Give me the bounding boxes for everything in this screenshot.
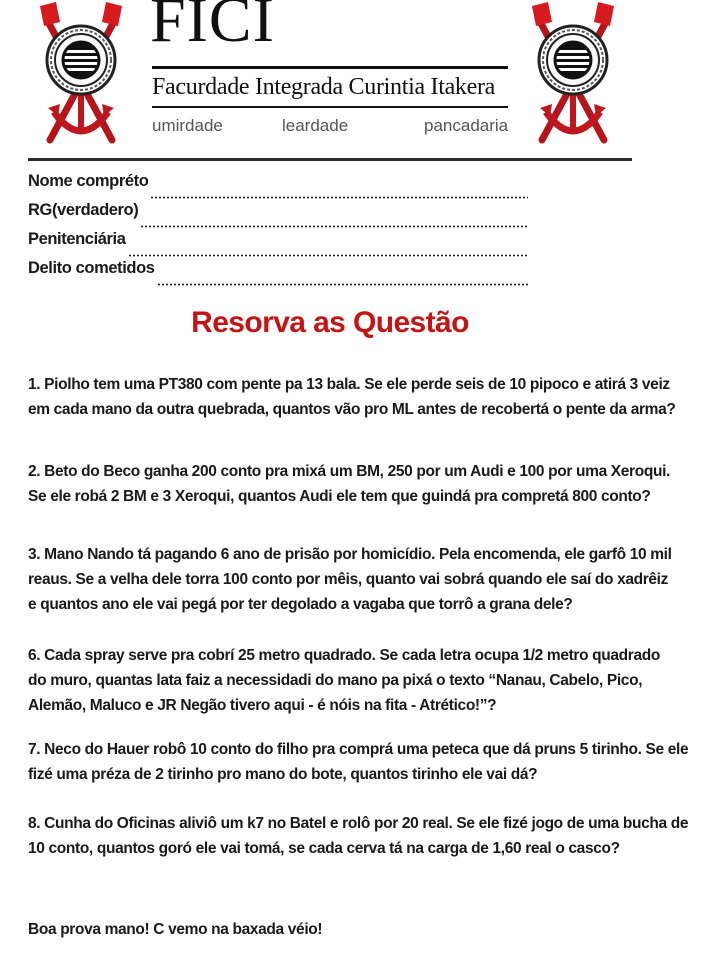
- form-field-blank[interactable]: [140, 225, 528, 228]
- motto-word: leardade: [282, 116, 349, 135]
- question-3: [28, 542, 678, 617]
- form-field-label: RG(verdadero): [28, 201, 139, 219]
- form-field-penitentiary[interactable]: [28, 230, 528, 259]
- question-2: [28, 459, 678, 509]
- question-7: [28, 737, 689, 787]
- form-field-offense[interactable]: [28, 259, 528, 288]
- institution-name: Facurdade Integrada Curintia Itakera: [152, 74, 496, 100]
- question-line: reaus. Se a velha dele torra 100 conto por mêis, quanto vai sobrá quando ele saí do xadrêiz: [28, 571, 669, 588]
- motto-word: pancadaria: [424, 116, 509, 135]
- header-divider: [28, 158, 632, 161]
- form-field-rg[interactable]: [28, 201, 528, 230]
- question-line: 1. Piolho tem uma PT380 com pente pa 13 bala. Se ele perde seis de 10 pipoco e atirá 3 veiz: [28, 376, 670, 393]
- closing-message: Boa prova mano! C vemo na baxada véio!: [28, 921, 323, 938]
- question-line: do muro, quantas lata faiz a necessidadi do mano pa pixá o texto “Nanau, Cabelo, Pico,: [28, 672, 643, 689]
- form-field-label: Nome compréto: [28, 172, 149, 190]
- header-rule-bottom: [152, 106, 508, 108]
- question-1: [28, 372, 678, 422]
- form-field-name[interactable]: [28, 172, 528, 201]
- question-line: Alemão, Maluco e JR Negão tivero aqui - é nóis na fita - Atrético!”?: [28, 697, 497, 714]
- motto-word: umirdade: [152, 116, 223, 135]
- question-line: Se ele robá 2 BM e 3 Xeroqui, quantos Audi ele tem que guindá pra compretá 800 conto?: [28, 488, 651, 505]
- question-line: 2. Beto do Beco ganha 200 conto pra mixá um BM, 250 por um Audi e 100 por uma Xeroqui.: [28, 463, 671, 480]
- form-field-label: Penitenciária: [28, 230, 126, 248]
- question-line: 7. Neco do Hauer robô 10 conto do filho pra comprá uma peteca que dá pruns 5 tirinho. Se ele: [28, 741, 689, 758]
- club-crest-icon: [36, 0, 126, 150]
- header-rule-top: [152, 66, 508, 69]
- institution-acronym: FICI: [150, 0, 275, 55]
- question-6: [28, 643, 678, 718]
- exam-title: Resorva as Questão: [191, 306, 469, 339]
- question-8: [28, 811, 689, 861]
- form-field-blank[interactable]: [150, 196, 528, 199]
- question-line: 8. Cunha do Oficinas aliviô um k7 no Batel e rolô por 20 real. Se ele fizé jogo de uma bucha de: [28, 815, 689, 832]
- question-line: e quantos ano ele vai pegá por ter degolado a vagaba que torrô a grana dele?: [28, 596, 573, 613]
- question-line: em cada mano da outra quebrada, quantos vão pro ML antes de recobertá o pente da arma?: [28, 401, 676, 418]
- student-info-form: [28, 172, 528, 288]
- question-line: 10 conto, quantos goró ele vai tomá, se cada cerva tá na carga de 1,60 real o casco?: [28, 840, 620, 857]
- question-line: 3. Mano Nando tá pagando 6 ano de prisão por homicídio. Pela encomenda, ele garfô 10 mil: [28, 546, 672, 563]
- question-line: fizé uma préza de 2 tirinho pro mano do bote, quantos tirinho ele vai dá?: [28, 766, 538, 783]
- form-field-label: Delito cometidos: [28, 259, 155, 277]
- document-header: [150, 0, 520, 150]
- question-line: 6. Cada spray serve pra cobrí 25 metro quadrado. Se cada letra ocupa 1/2 metro quadrado: [28, 647, 660, 664]
- club-crest-icon: [528, 0, 618, 150]
- form-field-blank[interactable]: [128, 254, 528, 257]
- form-field-blank[interactable]: [157, 283, 528, 286]
